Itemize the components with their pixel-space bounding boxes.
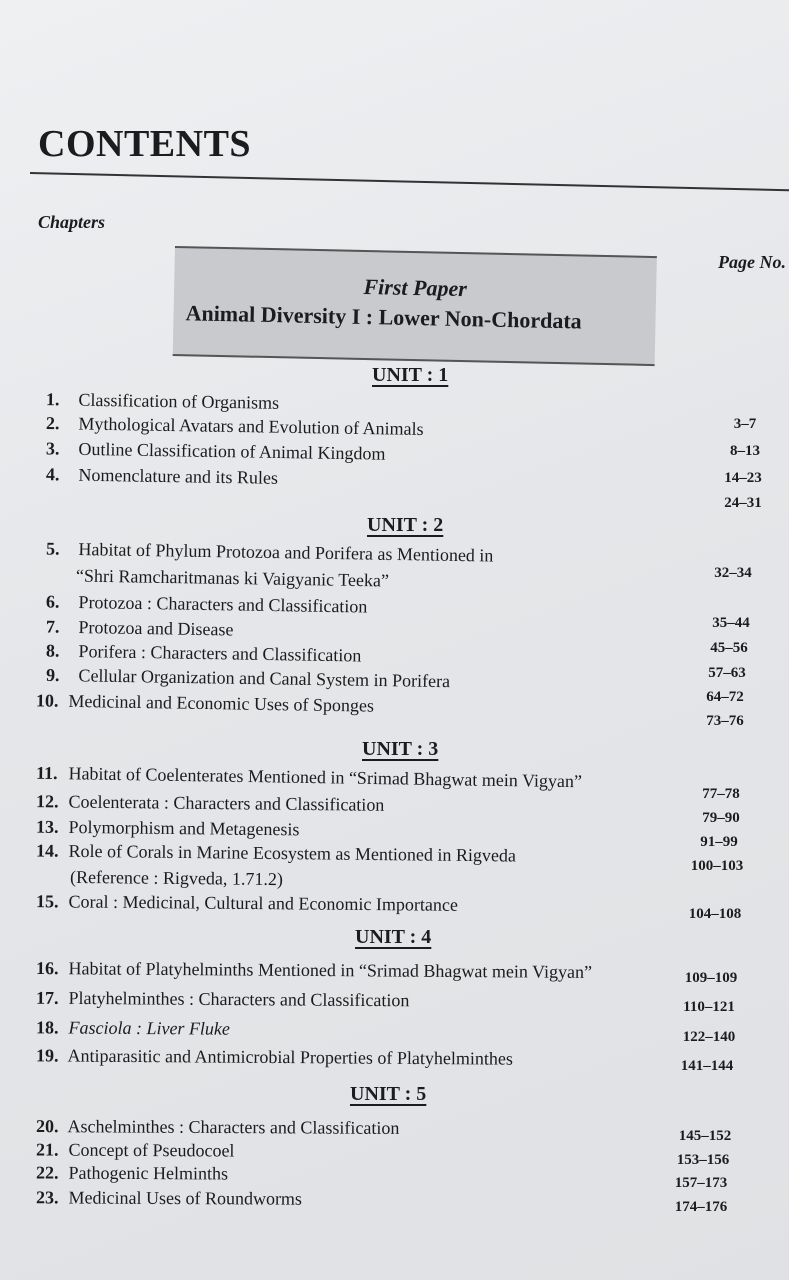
entry-number: 23. [35, 1187, 59, 1208]
entry-number: 12. [35, 791, 59, 812]
entry-title-continued: (Reference : Rigveda, 1.71.2) [69, 866, 284, 890]
entry-pages: 141–144 [680, 1058, 734, 1074]
entry-number: 5. [45, 538, 60, 559]
toc-entry [36, 891, 458, 916]
entry-title: Coelenterata : Characters and Classification [68, 791, 385, 815]
entry-pages: 104–108 [688, 906, 742, 922]
entry-number: 14. [35, 840, 59, 861]
unit-heading: UNIT : 3 [362, 738, 439, 760]
unit-heading: UNIT : 5 [350, 1083, 427, 1105]
toc-entry [36, 958, 592, 983]
entry-number: 4. [45, 464, 60, 485]
entry-title: Medicinal Uses of Roundworms [68, 1187, 303, 1209]
entry-title: Pathogenic Helminths [68, 1162, 229, 1184]
toc-entry [46, 389, 279, 414]
entry-title: Outline Classification of Animal Kingdom [78, 438, 386, 464]
entry-title: Cellular Organization and Canal System in Porifera [78, 665, 451, 692]
entry-title: Fasciola : Liver Fluke [68, 1017, 231, 1039]
entry-pages: 24–31 [724, 495, 762, 511]
entry-pages: 73–76 [706, 713, 744, 729]
entry-number: 10. [35, 690, 59, 711]
entry-number: 13. [35, 816, 59, 837]
entry-number: 6. [45, 591, 60, 612]
entry-title: Protozoa : Characters and Classification [78, 591, 368, 617]
entry-title: Aschelminthes : Characters and Classification [67, 1116, 400, 1138]
entry-number: 9. [45, 664, 60, 686]
entry-pages: 110–121 [683, 999, 735, 1015]
entry-title: Role of Corals in Marine Ecosystem as Mentioned in Rigveda [68, 840, 517, 866]
entry-title: Concept of Pseudocoel [68, 1139, 235, 1161]
toc-entry [36, 690, 374, 716]
unit-heading: UNIT : 4 [355, 926, 432, 948]
entry-title: Classification of Organisms [78, 389, 280, 413]
entry-title-continued: “Shri Ramcharitmanas ki Vaigyanic Teeka” [75, 565, 390, 591]
toc-entry [36, 791, 385, 816]
entry-number: 21. [35, 1139, 59, 1160]
entry-title: Habitat of Phylum Protozoa and Porifera as Mentioned in [78, 538, 494, 566]
paper-title: First Paper [363, 273, 468, 302]
paper-subtitle: Animal Diversity I : Lower Non-Chordata [185, 300, 582, 334]
toc-entry [46, 641, 362, 667]
entry-pages: 64–72 [706, 689, 744, 705]
title-rule [30, 172, 789, 192]
entry-number: 15. [35, 891, 59, 912]
entry-pages: 109–109 [684, 970, 738, 986]
entry-title: Polymorphism and Metagenesis [68, 816, 300, 840]
entry-pages: 14–23 [724, 470, 762, 486]
entry-number: 20. [35, 1116, 59, 1137]
entry-number: 1. [45, 389, 60, 410]
toc-entry [46, 617, 234, 641]
toc-entry [36, 1139, 235, 1161]
entry-pages: 35–44 [712, 615, 750, 631]
entry-title: Platyhelminthes : Characters and Classification [68, 987, 410, 1011]
toc-entry [46, 538, 494, 566]
toc-entry [36, 763, 582, 793]
entry-pages: 100–103 [690, 858, 744, 874]
toc-entry [36, 840, 516, 866]
toc-entry [46, 591, 368, 617]
toc-entry [36, 1017, 230, 1039]
entry-number: 2. [45, 413, 60, 434]
toc-entry [46, 665, 450, 692]
unit-heading: UNIT : 2 [367, 514, 444, 536]
entry-pages: 145–152 [678, 1128, 732, 1144]
entry-title: Habitat of Coelenterates Mentioned in “Srimad Bhagwat mein Vigyan” [68, 763, 583, 792]
entry-pages: 79–90 [702, 810, 740, 826]
entry-number: 16. [35, 958, 59, 979]
entry-pages: 153–156 [676, 1152, 730, 1168]
entry-number: 3. [45, 438, 60, 459]
entry-number: 17. [35, 987, 59, 1008]
entry-title: Medicinal and Economic Uses of Sponges [68, 690, 375, 716]
entry-pages: 157–173 [674, 1175, 728, 1191]
page-no-label: Page No. [718, 252, 786, 272]
paper-banner [173, 246, 657, 366]
entry-number: 19. [35, 1045, 59, 1066]
entry-pages: 122–140 [682, 1029, 736, 1045]
toc-entry [46, 413, 424, 440]
entry-number: 8. [45, 640, 60, 661]
toc-entry [36, 1162, 228, 1184]
chapters-label: Chapters [38, 212, 106, 232]
toc-entry [36, 817, 300, 841]
page-title: CONTENTS [38, 123, 252, 165]
entry-title: Mythological Avatars and Evolution of Animals [78, 413, 424, 439]
entry-title: Protozoa and Disease [78, 617, 234, 640]
entry-title: Porifera : Characters and Classification [78, 641, 362, 666]
entry-pages: 174–176 [674, 1199, 728, 1215]
entry-title: Coral : Medicinal, Cultural and Economic Importance [68, 891, 458, 915]
entry-number: 11. [35, 762, 58, 784]
entry-pages: 91–99 [700, 834, 738, 850]
toc-entry [46, 464, 278, 489]
entry-pages: 32–34 [714, 565, 752, 581]
entry-title: Nomenclature and its Rules [78, 464, 279, 488]
toc-entry [36, 988, 410, 1012]
unit-heading: UNIT : 1 [372, 364, 449, 386]
entry-pages: 45–56 [710, 640, 748, 656]
toc-entry [36, 1187, 302, 1209]
toc-entry [36, 1045, 513, 1069]
entry-pages: 3–7 [733, 416, 757, 432]
entry-title: Habitat of Platyhelminths Mentioned in “Srimad Bhagwat mein Vigyan” [68, 958, 593, 982]
entry-pages: 8–13 [730, 443, 760, 459]
entry-number: 18. [35, 1017, 59, 1038]
entry-title: Antiparasitic and Antimicrobial Properties of Platyhelminthes [67, 1045, 514, 1069]
entry-number: 7. [45, 616, 60, 637]
entry-pages: 77–78 [702, 786, 740, 802]
toc-entry [36, 1116, 400, 1139]
toc-entry [46, 438, 386, 464]
entry-number: 22. [35, 1162, 59, 1183]
entry-pages: 57–63 [708, 665, 746, 681]
